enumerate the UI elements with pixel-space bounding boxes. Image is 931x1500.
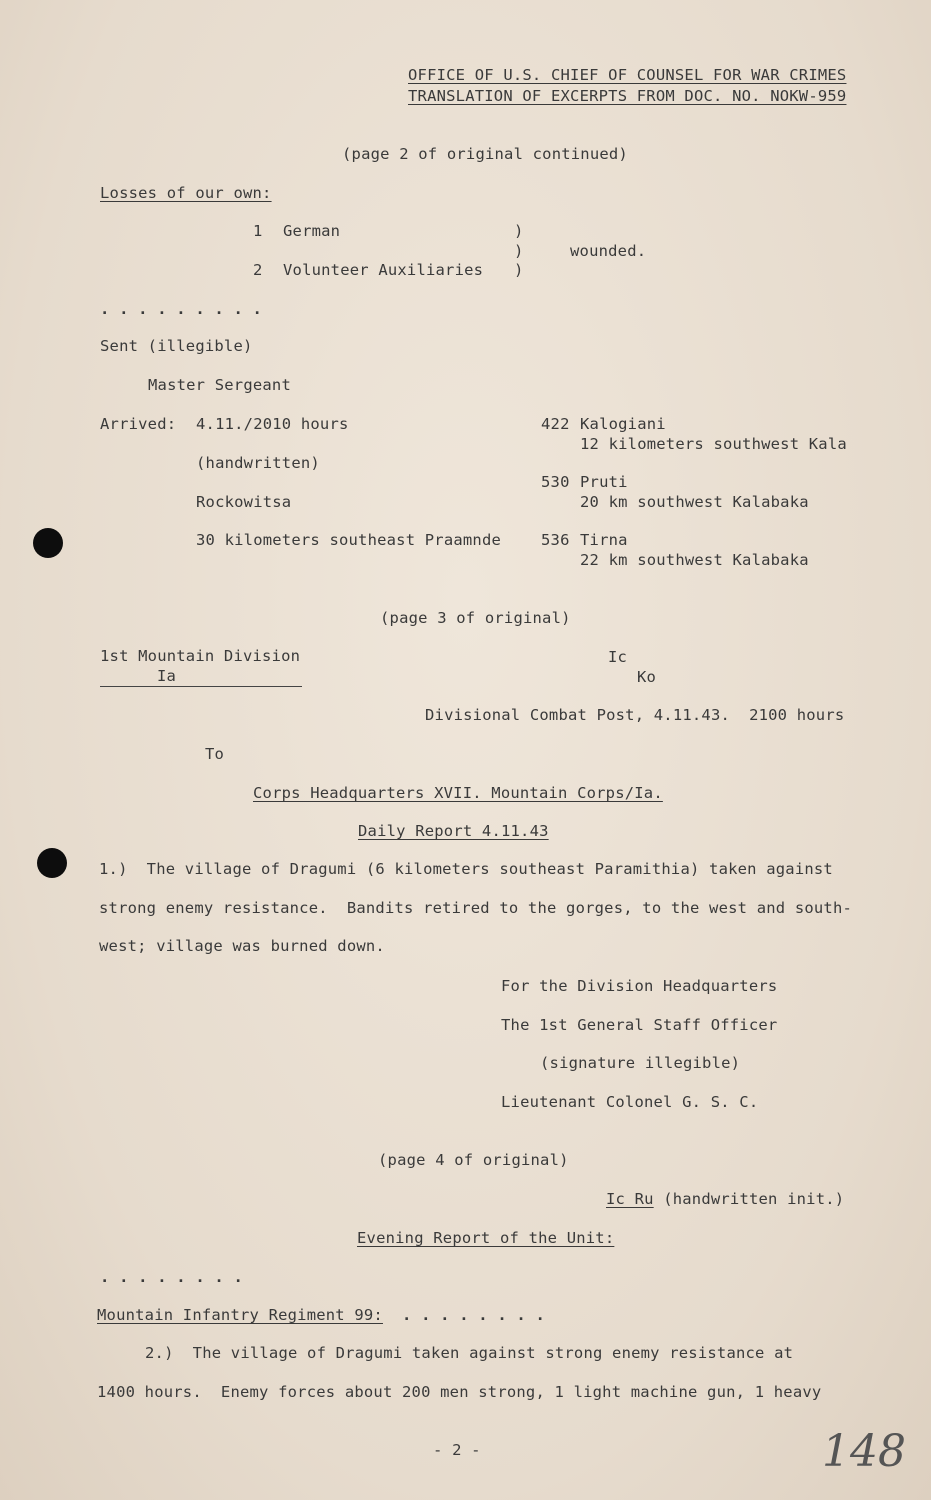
arrived-value: 4.11./2010 hours bbox=[196, 415, 349, 433]
page-2-note: (page 2 of original continued) bbox=[342, 145, 628, 163]
ic-ru-line bbox=[606, 1190, 844, 1208]
to-label: To bbox=[205, 745, 225, 763]
arrived-label: Arrived: bbox=[100, 415, 177, 433]
header-line-2: TRANSLATION OF EXCERPTS FROM DOC. NO. NOKW-959 bbox=[408, 87, 847, 105]
signature-line-1: For the Division Headquarters bbox=[501, 977, 778, 995]
regiment-name: Mountain Infantry Regiment 99: bbox=[97, 1306, 383, 1324]
losses-row2-label: Volunteer Auxiliaries bbox=[283, 261, 484, 279]
losses-row1-label: German bbox=[283, 222, 341, 240]
division-underline bbox=[100, 686, 302, 687]
page-3-note: (page 3 of original) bbox=[380, 609, 571, 627]
losses-title: Losses of our own: bbox=[100, 184, 272, 202]
place-1: Rockowitsa bbox=[196, 493, 292, 511]
signature-line-3: (signature illegible) bbox=[540, 1054, 741, 1072]
location-3-name: Tirna bbox=[580, 531, 628, 549]
ko-label: Ko bbox=[637, 668, 657, 686]
losses-row2-num: 2 bbox=[253, 261, 263, 279]
handwritten-page-number: 148 bbox=[822, 1426, 906, 1477]
ellipsis-dots-2: . . . . . . . . bbox=[100, 1268, 243, 1286]
division-name: 1st Mountain Division bbox=[100, 647, 301, 665]
para2-line-1: 2.) The village of Dragumi taken against strong enemy resistance at bbox=[145, 1344, 794, 1362]
daily-report-title: Daily Report 4.11.43 bbox=[358, 822, 549, 840]
header-line-1: OFFICE OF U.S. CHIEF OF COUNSEL FOR WAR CRIMES bbox=[408, 66, 847, 84]
losses-status: wounded. bbox=[570, 242, 647, 260]
division-sub: Ia bbox=[157, 667, 177, 685]
place-1-distance: 30 kilometers southeast Praamnde bbox=[196, 531, 502, 549]
location-3-dist: 22 km southwest Kalabaka bbox=[580, 551, 809, 569]
para1-line-2: strong enemy resistance. Bandits retired to the gorges, to the west and south- bbox=[99, 899, 853, 917]
evening-report-title: Evening Report of the Unit: bbox=[357, 1229, 615, 1247]
ic-ru-initials: Ic Ru bbox=[606, 1190, 654, 1208]
losses-paren-1: ) bbox=[514, 222, 524, 240]
regiment-line bbox=[97, 1306, 545, 1324]
punch-hole-bottom bbox=[37, 848, 67, 878]
punch-hole-top bbox=[33, 528, 63, 558]
ellipsis-dots-1: . . . . . . . . . bbox=[100, 300, 263, 318]
page-number: - 2 - bbox=[433, 1441, 481, 1459]
location-2-num: 530 bbox=[541, 473, 570, 491]
ic-ru-note: (handwritten init.) bbox=[653, 1190, 845, 1208]
ic-label: Ic bbox=[608, 648, 628, 666]
signature-line-2: The 1st General Staff Officer bbox=[501, 1016, 778, 1034]
location-2-dist: 20 km southwest Kalabaka bbox=[580, 493, 809, 511]
corps-headquarters: Corps Headquarters XVII. Mountain Corps/Ia. bbox=[253, 784, 663, 802]
para2-line-2: 1400 hours. Enemy forces about 200 men strong, 1 light machine gun, 1 heavy bbox=[97, 1383, 822, 1401]
location-1-dist: 12 kilometers southwest Kala bbox=[580, 435, 847, 453]
handwritten-note: (handwritten) bbox=[196, 454, 320, 472]
location-2-name: Pruti bbox=[580, 473, 628, 491]
para1-line-3: west; village was burned down. bbox=[99, 937, 385, 955]
losses-paren-2: ) bbox=[514, 242, 524, 260]
para1-line-1: 1.) The village of Dragumi (6 kilometers southeast Paramithia) taken against bbox=[99, 860, 833, 878]
location-1-name: Kalogiani bbox=[580, 415, 666, 433]
page-4-note: (page 4 of original) bbox=[378, 1151, 569, 1169]
losses-row1-num: 1 bbox=[253, 222, 263, 240]
signature-line-4: Lieutenant Colonel G. S. C. bbox=[501, 1093, 759, 1111]
ellipsis-dots-3: . . . . . . . . bbox=[402, 1306, 546, 1324]
sent-line: Sent (illegible) bbox=[100, 337, 253, 355]
combat-post-line: Divisional Combat Post, 4.11.43. 2100 hours bbox=[425, 706, 845, 724]
location-1-num: 422 bbox=[541, 415, 570, 433]
location-3-num: 536 bbox=[541, 531, 570, 549]
losses-paren-3: ) bbox=[514, 261, 524, 279]
rank-line: Master Sergeant bbox=[148, 376, 291, 394]
